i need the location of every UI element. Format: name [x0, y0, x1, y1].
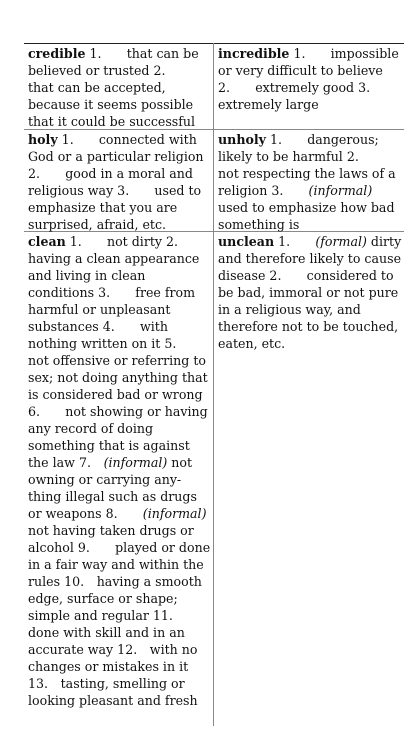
definition-incredible: 1. impossible or very difficult to believe 2. extremely good 3. extremely large: [218, 46, 399, 112]
entry-unholy: [214, 131, 404, 231]
entry-credible: [24, 45, 213, 129]
table-top-border: [24, 43, 404, 44]
definition-clean-1: 1. not dirty 2. having a clean appearance and living in clean conditions 3. free from harmful or unpleasant substances 4. with nothing written on it 5. not offensive or referring to sex; not doing anything that is considered bad or wrong 6. not showing or having any record of doing something that is against the law 7.: [28, 234, 208, 470]
usage-label-unclean: (formal): [315, 234, 367, 249]
entry-incredible: [214, 45, 404, 129]
comparison-table: [24, 43, 404, 726]
definition-unholy-a: 1. dangerous; likely to be harmful 2. not respecting the laws of a religion 3.: [218, 132, 396, 198]
entry-clean: [24, 233, 213, 726]
entry-unclean: [214, 233, 404, 726]
entry-holy: [24, 131, 213, 231]
usage-label-unholy: (informal): [308, 183, 373, 198]
definition-unholy-b: used to emphasize how bad something is: [218, 200, 395, 232]
headword-clean: clean: [28, 234, 66, 249]
definition-holy: 1. connected with God or a particular religion 2. good in a moral and religious way 3. used to emphasize that you are surprised, afraid, etc.: [28, 132, 204, 232]
definition-unclean-1: 1.: [274, 234, 316, 249]
usage-label-clean-2: (informal): [142, 506, 207, 521]
headword-unholy: unholy: [218, 132, 266, 147]
usage-label-clean-1: (informal): [103, 455, 168, 470]
definition-credible: 1. that can be believed or trusted 2. that can be accepted, because it seems possible that it could be successful: [28, 46, 199, 129]
definition-clean-2: not owning or carrying any- thing illegal such as drugs or weapons 8.: [28, 455, 197, 521]
headword-incredible: incredible: [218, 46, 290, 61]
headword-unclean: unclean: [218, 234, 275, 249]
headword-credible: credible: [28, 46, 86, 61]
definition-clean-3: not having taken drugs or alcohol 9. played or done in a fair way and within the rules 10. having a smooth edge, surface or shape; simple and regular 11. done with skill and in an accurate way 12. with no changes or mistakes in it 13. tasting, smelling or looking pleasant and fresh: [28, 523, 211, 708]
headword-holy: holy: [28, 132, 58, 147]
definition-unclean-2: dirty and therefore likely to cause disease 2. considered to be bad, immoral or not pure in a religious way, and therefore not to be touched, eaten, etc.: [218, 234, 402, 351]
